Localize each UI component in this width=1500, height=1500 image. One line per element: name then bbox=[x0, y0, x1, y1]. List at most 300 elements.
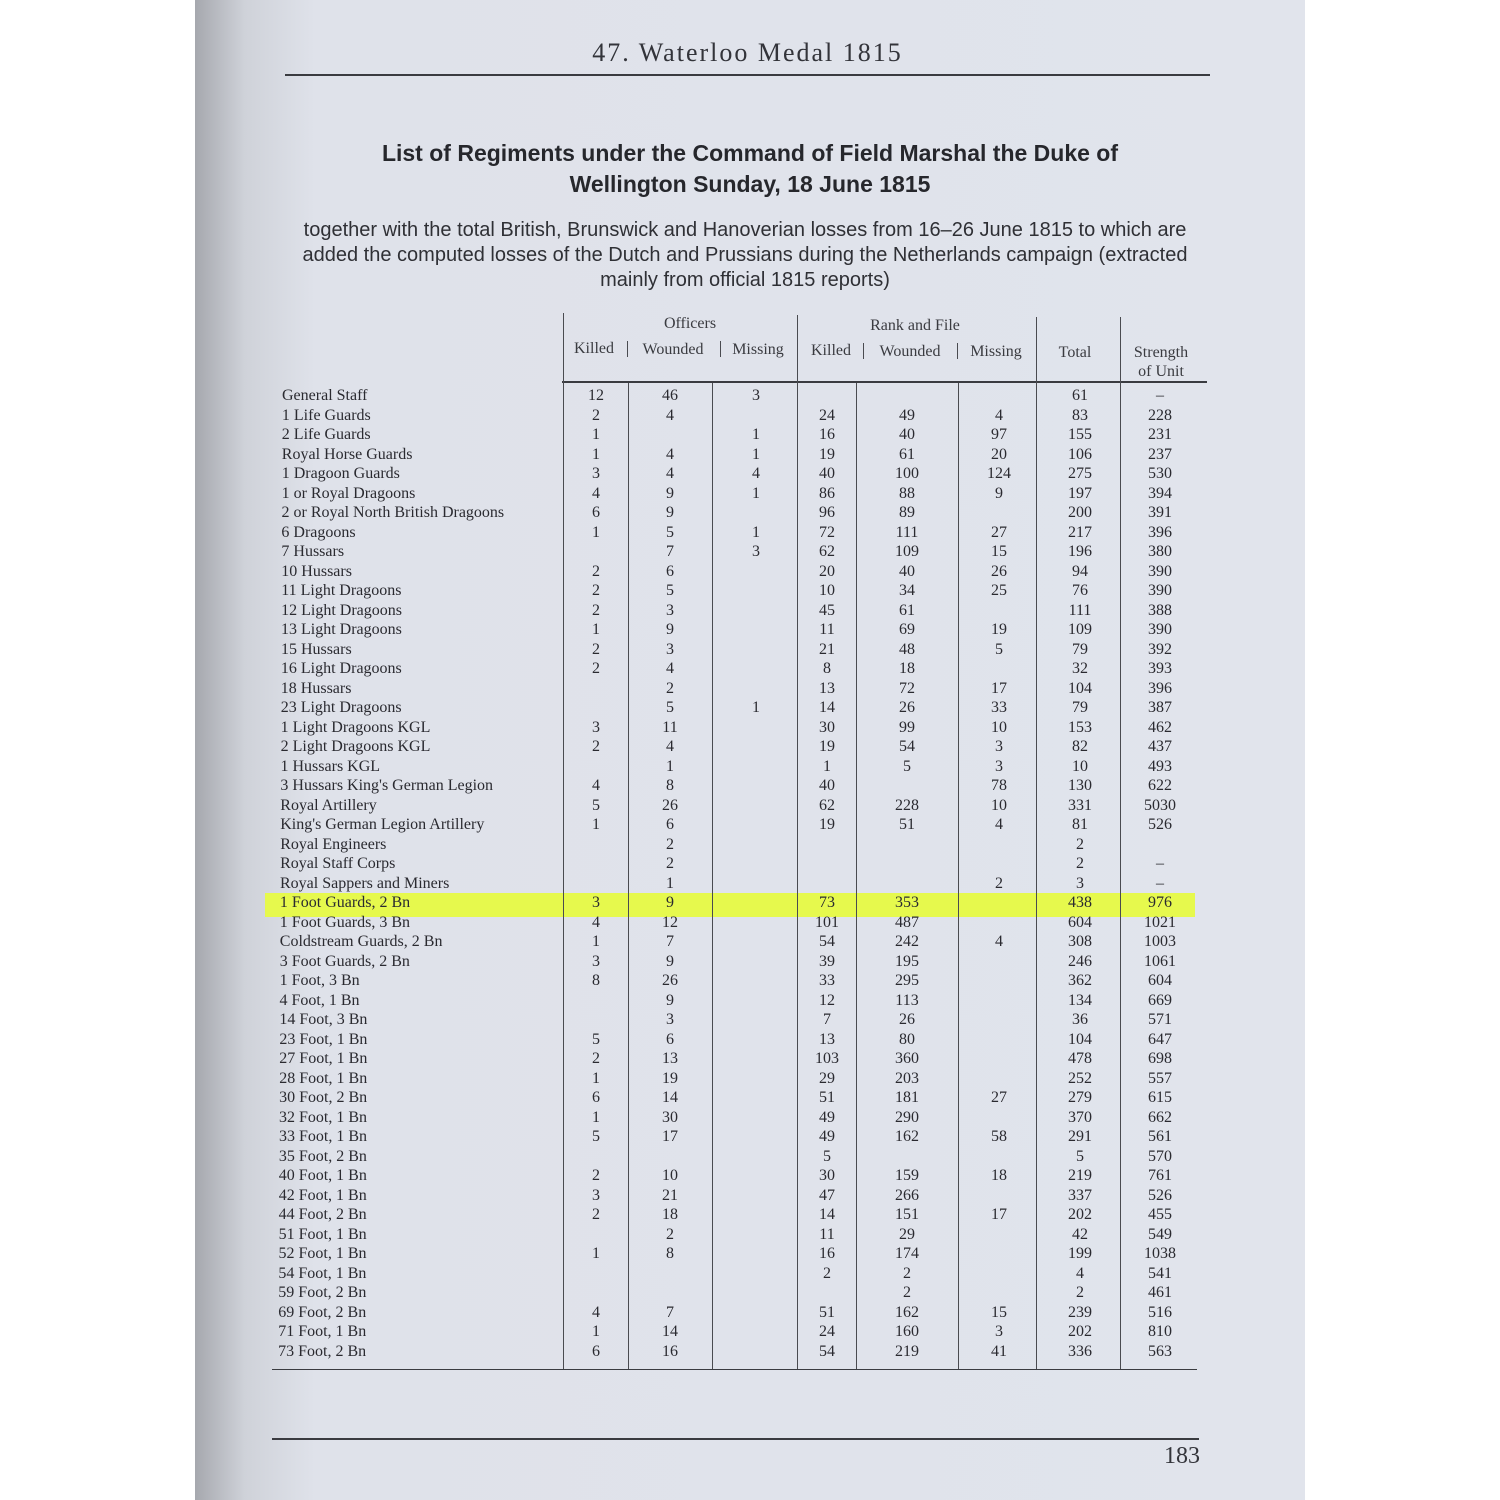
regiment-name: 2 Light Dragoons KGL bbox=[280, 738, 431, 755]
table-row bbox=[0, 1322, 1500, 1342]
strength-cell: 390 bbox=[1148, 562, 1172, 580]
table-row bbox=[0, 640, 1500, 660]
rf-missing-cell: 10 bbox=[991, 718, 1007, 736]
officers-killed-cell: 1 bbox=[592, 933, 600, 950]
strength-cell: – bbox=[1156, 855, 1164, 872]
strength-cell: 557 bbox=[1148, 1069, 1172, 1087]
rf-killed-cell: 21 bbox=[819, 640, 835, 658]
regiment-name: 52 Foot, 1 Bn bbox=[278, 1245, 367, 1262]
rf-missing-cell: 27 bbox=[991, 523, 1007, 541]
strength-cell: 976 bbox=[1148, 894, 1172, 911]
rf-killed-cell: 29 bbox=[819, 1069, 835, 1087]
regiment-name: General Staff bbox=[282, 387, 368, 404]
officers-wounded-cell: 7 bbox=[666, 543, 674, 560]
officers-wounded-cell: 2 bbox=[666, 679, 674, 697]
officers-wounded-cell: 7 bbox=[666, 1303, 674, 1321]
total-cell: 246 bbox=[1068, 952, 1092, 970]
rf-missing-cell: 3 bbox=[995, 738, 1003, 755]
strength-cell: 530 bbox=[1148, 465, 1172, 482]
rf-killed-cell: 11 bbox=[819, 621, 835, 638]
regiment-name: 59 Foot, 2 Bn bbox=[278, 1284, 367, 1301]
rf-killed-cell: 11 bbox=[819, 1225, 835, 1243]
officers-killed-cell: 6 bbox=[592, 1342, 600, 1360]
total-cell: 202 bbox=[1068, 1206, 1092, 1223]
table-row bbox=[0, 932, 1500, 952]
regiment-name: Royal Artillery bbox=[280, 796, 377, 814]
rf-wounded-cell: 162 bbox=[895, 1303, 919, 1321]
regiment-name: 1 Foot Guards, 2 Bn bbox=[279, 894, 411, 911]
rf-killed-cell: 40 bbox=[819, 465, 835, 482]
page-subtitle: together with the total British, Brunswick and Hanoverian losses from 16–26 June 1815 to which are added the computed losses of the Dutch and Prussians during the Netherlands campaign (extracted mainly from official 1815 reports) bbox=[302, 219, 1188, 291]
strength-cell: 455 bbox=[1148, 1206, 1172, 1223]
strength-cell: 669 bbox=[1148, 991, 1172, 1009]
rf-missing-cell: 17 bbox=[991, 679, 1007, 697]
regiment-name: 73 Foot, 2 Bn bbox=[278, 1342, 367, 1360]
officers-wounded-cell: 2 bbox=[666, 1225, 674, 1243]
officers-wounded-cell: 9 bbox=[666, 504, 674, 521]
rf-killed-cell: 40 bbox=[819, 777, 835, 794]
officers-killed-cell: 8 bbox=[592, 972, 600, 989]
rank-and-file-group-header: Rank and File bbox=[870, 317, 960, 334]
rf-missing-cell: 3 bbox=[995, 1323, 1003, 1340]
total-cell: 219 bbox=[1068, 1167, 1092, 1184]
officers-killed-cell: 6 bbox=[592, 504, 600, 521]
strength-cell: 380 bbox=[1148, 543, 1172, 560]
strength-cell: 604 bbox=[1148, 972, 1172, 989]
officers-wounded-cell: 9 bbox=[666, 991, 674, 1009]
table-row bbox=[0, 562, 1500, 582]
table-row bbox=[0, 1205, 1500, 1225]
total-cell: 36 bbox=[1072, 1011, 1088, 1028]
table-row bbox=[0, 1186, 1500, 1206]
officers-wounded-cell: 9 bbox=[666, 952, 674, 970]
strength-header: Strength of Unit bbox=[1133, 344, 1189, 380]
officers-wounded-cell: 10 bbox=[662, 1167, 678, 1184]
rf-killed-cell: 16 bbox=[819, 1245, 835, 1262]
officers-killed-cell: 1 bbox=[592, 1323, 600, 1340]
total-cell: 153 bbox=[1068, 718, 1092, 736]
rf-killed-cell: 96 bbox=[819, 504, 835, 521]
table-row bbox=[0, 796, 1500, 816]
rf-missing-cell: 33 bbox=[991, 699, 1007, 716]
rf-missing-cell: 97 bbox=[991, 426, 1007, 443]
rf-wounded-cell: 151 bbox=[895, 1206, 919, 1223]
regiment-name: 6 Dragoons bbox=[281, 523, 356, 541]
table-row bbox=[0, 1225, 1500, 1245]
rf-wounded-cell: 160 bbox=[895, 1323, 919, 1340]
rf-missing-cell: 124 bbox=[987, 465, 1011, 482]
regiment-name: 33 Foot, 1 Bn bbox=[279, 1128, 368, 1145]
regiment-name: 1 Light Dragoons KGL bbox=[280, 718, 431, 736]
rf-killed-cell: 20 bbox=[819, 562, 835, 580]
regiment-name: 71 Foot, 1 Bn bbox=[278, 1323, 367, 1340]
total-cell: 5 bbox=[1076, 1147, 1084, 1165]
rf-wounded-cell: 295 bbox=[895, 972, 919, 989]
rf-wounded-cell: 162 bbox=[895, 1128, 919, 1145]
rf-missing-cell: 9 bbox=[995, 484, 1003, 502]
rf-wounded-cell: 242 bbox=[895, 933, 919, 950]
strength-cell: 561 bbox=[1148, 1128, 1172, 1145]
rf-wounded-cell: 195 bbox=[895, 952, 919, 970]
rf-killed-cell: 24 bbox=[819, 1323, 835, 1340]
total-header: Total bbox=[1058, 344, 1092, 361]
regiment-name: 28 Foot, 1 Bn bbox=[279, 1069, 368, 1087]
officers-killed-cell: 1 bbox=[592, 621, 600, 638]
rf-missing-cell: 4 bbox=[995, 406, 1003, 424]
regiment-name: 1 Hussars KGL bbox=[280, 757, 381, 775]
table-row bbox=[0, 893, 1500, 913]
rf-killed-cell: 2 bbox=[823, 1264, 831, 1282]
table-row bbox=[0, 815, 1500, 835]
rf-wounded-cell: 174 bbox=[895, 1245, 919, 1262]
regiment-name: 2 Life Guards bbox=[281, 426, 371, 443]
officers-wounded-cell: 26 bbox=[662, 796, 678, 814]
strength-cell: 570 bbox=[1148, 1147, 1172, 1165]
rf-killed-cell: 54 bbox=[819, 1342, 835, 1360]
strength-cell: 1038 bbox=[1144, 1245, 1176, 1262]
table-row bbox=[0, 991, 1500, 1011]
officers-wounded-cell: 3 bbox=[666, 601, 674, 619]
strength-cell: 391 bbox=[1148, 504, 1172, 521]
table-row bbox=[0, 1283, 1500, 1303]
strength-cell: 571 bbox=[1148, 1011, 1172, 1028]
rf-wounded-cell: 219 bbox=[895, 1342, 919, 1360]
strength-cell: 394 bbox=[1148, 484, 1172, 502]
rf-killed-cell: 30 bbox=[819, 718, 835, 736]
total-cell: 83 bbox=[1072, 406, 1088, 424]
table-row bbox=[0, 1342, 1500, 1362]
rf-killed-cell: 14 bbox=[819, 699, 835, 716]
officers-killed-cell: 4 bbox=[592, 777, 600, 794]
officers-wounded-cell: 4 bbox=[666, 465, 674, 482]
rf-wounded-cell: 100 bbox=[895, 465, 919, 482]
regiment-name: 30 Foot, 2 Bn bbox=[279, 1089, 368, 1106]
total-cell: 42 bbox=[1072, 1225, 1088, 1243]
rf-killed-cell: 12 bbox=[819, 991, 835, 1009]
total-cell: 291 bbox=[1068, 1128, 1092, 1145]
rf-wounded-cell: 113 bbox=[895, 991, 919, 1009]
strength-cell: 387 bbox=[1148, 699, 1172, 716]
regiment-name: 42 Foot, 1 Bn bbox=[278, 1186, 367, 1204]
rf-wounded-cell: 72 bbox=[899, 679, 915, 697]
regiment-name: Royal Staff Corps bbox=[280, 855, 396, 872]
rf-wounded-cell: 99 bbox=[899, 718, 915, 736]
officers-killed-cell: 1 bbox=[592, 1108, 600, 1126]
table-row bbox=[0, 952, 1500, 972]
rf-wounded-cell: 40 bbox=[899, 426, 915, 443]
officers-wounded-cell: 7 bbox=[666, 933, 674, 950]
regiment-name: 69 Foot, 2 Bn bbox=[278, 1303, 367, 1321]
regiment-name: 1 or Royal Dragoons bbox=[281, 484, 416, 502]
rf-missing-cell: 17 bbox=[991, 1206, 1007, 1223]
officers-killed-cell: 2 bbox=[592, 582, 600, 599]
rf-wounded-cell: 111 bbox=[895, 523, 919, 541]
rf-wounded-cell: 61 bbox=[899, 445, 915, 463]
table-row bbox=[0, 503, 1500, 523]
officers-wounded-cell: 17 bbox=[662, 1128, 678, 1145]
table-row bbox=[0, 1127, 1500, 1147]
officers-wounded-cell: 30 bbox=[662, 1108, 678, 1126]
total-cell: 199 bbox=[1068, 1245, 1092, 1262]
rf-wounded-cell: 26 bbox=[899, 1011, 915, 1028]
regiment-name: 51 Foot, 1 Bn bbox=[278, 1225, 367, 1243]
strength-cell: – bbox=[1156, 387, 1164, 404]
rf-wounded-cell: 159 bbox=[895, 1167, 919, 1184]
regiment-name: 10 Hussars bbox=[281, 562, 352, 580]
table-row bbox=[0, 757, 1500, 777]
officers-missing-header: Missing bbox=[732, 341, 784, 358]
rf-killed-cell: 19 bbox=[819, 445, 835, 463]
table-row bbox=[0, 679, 1500, 699]
rf-missing-cell: 26 bbox=[991, 562, 1007, 580]
officers-killed-cell: 1 bbox=[592, 445, 600, 463]
rf-wounded-cell: 40 bbox=[899, 562, 915, 580]
officers-group-header: Officers bbox=[663, 315, 717, 332]
total-cell: 279 bbox=[1068, 1089, 1092, 1106]
regiment-name: 23 Light Dragoons bbox=[280, 699, 402, 716]
regiment-name: 4 Foot, 1 Bn bbox=[279, 991, 360, 1009]
rf-killed-cell: 86 bbox=[819, 484, 835, 502]
table-row bbox=[0, 1147, 1500, 1167]
total-cell: 76 bbox=[1072, 582, 1088, 599]
officers-wounded-cell: 14 bbox=[662, 1323, 678, 1340]
table-row bbox=[0, 601, 1500, 621]
table-row bbox=[0, 1088, 1500, 1108]
officers-wounded-cell: 5 bbox=[666, 582, 674, 599]
strength-cell: 810 bbox=[1148, 1323, 1172, 1340]
rf-killed-cell: 7 bbox=[823, 1011, 831, 1028]
strength-cell: 549 bbox=[1148, 1225, 1172, 1243]
officers-killed-cell: 4 bbox=[592, 1303, 600, 1321]
rf-killed-cell: 39 bbox=[819, 952, 835, 970]
strength-cell: 388 bbox=[1148, 601, 1172, 619]
officers-wounded-cell: 2 bbox=[666, 855, 674, 872]
rf-wounded-cell: 290 bbox=[895, 1108, 919, 1126]
regiment-name: 13 Light Dragoons bbox=[281, 621, 402, 638]
rf-killed-cell: 62 bbox=[819, 796, 835, 814]
rf-killed-cell: 24 bbox=[819, 406, 835, 424]
total-cell: 10 bbox=[1072, 757, 1088, 775]
officers-wounded-cell: 46 bbox=[662, 387, 678, 404]
strength-cell: 461 bbox=[1148, 1284, 1172, 1301]
rf-wounded-cell: 5 bbox=[903, 757, 911, 775]
officers-wounded-cell: 4 bbox=[666, 445, 674, 463]
table-row bbox=[0, 698, 1500, 718]
rf-killed-cell: 49 bbox=[819, 1128, 835, 1145]
rf-killed-cell: 72 bbox=[819, 523, 835, 541]
strength-cell: 1021 bbox=[1144, 913, 1176, 931]
total-cell: 130 bbox=[1068, 777, 1092, 794]
rf-killed-cell: 5 bbox=[823, 1147, 831, 1165]
strength-cell: 647 bbox=[1148, 1030, 1172, 1048]
officers-killed-header: Killed bbox=[574, 340, 614, 357]
rf-wounded-cell: 48 bbox=[899, 640, 915, 658]
strength-cell: 662 bbox=[1148, 1108, 1172, 1126]
rf-killed-cell: 62 bbox=[819, 543, 835, 560]
rf-killed-cell: 101 bbox=[815, 913, 839, 931]
table-row bbox=[0, 1166, 1500, 1186]
table-row bbox=[0, 971, 1500, 991]
running-head: 47. Waterloo Medal 1815 bbox=[592, 38, 903, 67]
officers-wounded-cell: 1 bbox=[666, 757, 674, 775]
regiment-name: Coldstream Guards, 2 Bn bbox=[279, 933, 443, 950]
total-cell: 155 bbox=[1068, 426, 1092, 443]
officers-wounded-cell: 12 bbox=[662, 913, 678, 931]
rf-killed-cell: 73 bbox=[819, 894, 835, 911]
table-row bbox=[0, 913, 1500, 933]
table-row bbox=[0, 581, 1500, 601]
officers-killed-cell: 2 bbox=[592, 1206, 600, 1223]
officers-killed-cell: 1 bbox=[592, 816, 600, 833]
total-cell: 196 bbox=[1068, 543, 1092, 560]
rf-missing-cell: 18 bbox=[991, 1167, 1007, 1184]
total-cell: 604 bbox=[1068, 913, 1092, 931]
regiment-name: 27 Foot, 1 Bn bbox=[279, 1050, 368, 1067]
regiment-name: 32 Foot, 1 Bn bbox=[279, 1108, 368, 1126]
strength-cell: 462 bbox=[1148, 718, 1172, 736]
strength-cell: 437 bbox=[1148, 738, 1172, 755]
total-cell: 197 bbox=[1068, 484, 1092, 502]
rf-killed-header: Killed bbox=[811, 342, 851, 359]
header-rule bbox=[285, 74, 1210, 76]
regiment-name: 3 Hussars King's German Legion bbox=[280, 777, 494, 794]
table-row bbox=[0, 464, 1500, 484]
strength-cell: 615 bbox=[1148, 1089, 1172, 1106]
strength-cell: 396 bbox=[1148, 523, 1172, 541]
officers-killed-cell: 5 bbox=[592, 796, 600, 814]
total-cell: 217 bbox=[1068, 523, 1092, 541]
officers-killed-cell: 4 bbox=[592, 913, 600, 931]
officers-missing-cell: 3 bbox=[752, 543, 760, 560]
table-row bbox=[0, 542, 1500, 562]
rf-killed-cell: 19 bbox=[819, 738, 835, 755]
rf-wounded-cell: 51 bbox=[899, 816, 915, 833]
table-row bbox=[0, 874, 1500, 894]
table-row bbox=[0, 835, 1500, 855]
strength-cell: 1003 bbox=[1144, 933, 1176, 950]
total-cell: 106 bbox=[1068, 445, 1092, 463]
regiment-name: 1 Dragoon Guards bbox=[281, 465, 400, 482]
total-cell: 32 bbox=[1072, 660, 1088, 677]
total-cell: 2 bbox=[1076, 835, 1084, 853]
rf-missing-header: Missing bbox=[970, 343, 1022, 360]
officers-wounded-cell: 9 bbox=[666, 894, 674, 911]
rf-wounded-cell: 88 bbox=[899, 484, 915, 502]
regiment-name: Royal Horse Guards bbox=[281, 445, 413, 463]
officers-missing-cell: 4 bbox=[752, 465, 760, 482]
rf-wounded-cell: 34 bbox=[899, 582, 915, 599]
total-cell: 79 bbox=[1072, 640, 1088, 658]
total-cell: 3 bbox=[1076, 874, 1084, 892]
table-row bbox=[0, 1244, 1500, 1264]
officers-killed-cell: 3 bbox=[592, 894, 600, 911]
total-cell: 478 bbox=[1068, 1050, 1092, 1067]
rf-missing-cell: 78 bbox=[991, 777, 1007, 794]
officers-wounded-cell: 9 bbox=[666, 484, 674, 502]
table-row bbox=[0, 484, 1500, 504]
rf-wounded-cell: 18 bbox=[899, 660, 915, 677]
officers-wounded-cell: 4 bbox=[666, 660, 674, 677]
officers-missing-cell: 1 bbox=[752, 523, 760, 541]
officers-wounded-cell: 19 bbox=[662, 1069, 678, 1087]
strength-cell: 228 bbox=[1148, 406, 1172, 424]
officers-killed-cell: 1 bbox=[592, 1069, 600, 1087]
regiment-name: 15 Hussars bbox=[281, 640, 352, 658]
total-cell: 308 bbox=[1068, 933, 1092, 950]
officers-killed-cell: 2 bbox=[592, 601, 600, 619]
total-cell: 362 bbox=[1068, 972, 1092, 989]
rf-killed-cell: 1 bbox=[823, 757, 831, 775]
table-row bbox=[0, 854, 1500, 874]
regiment-name: 16 Light Dragoons bbox=[280, 660, 402, 677]
strength-cell: 761 bbox=[1148, 1167, 1172, 1184]
rf-wounded-cell: 80 bbox=[899, 1030, 915, 1048]
rf-wounded-cell: 61 bbox=[899, 601, 915, 619]
rf-killed-cell: 51 bbox=[819, 1089, 835, 1106]
rf-missing-cell: 41 bbox=[991, 1342, 1007, 1360]
total-cell: 109 bbox=[1068, 621, 1092, 638]
table-row bbox=[0, 445, 1500, 465]
regiment-name: 18 Hussars bbox=[280, 679, 352, 697]
total-cell: 134 bbox=[1068, 991, 1092, 1009]
officers-killed-cell: 2 bbox=[592, 1050, 600, 1067]
officers-wounded-cell: 11 bbox=[662, 718, 678, 736]
rf-killed-cell: 13 bbox=[819, 679, 835, 697]
rf-wounded-cell: 26 bbox=[899, 699, 915, 716]
officers-killed-cell: 2 bbox=[592, 406, 600, 424]
table-row bbox=[0, 1030, 1500, 1050]
rf-wounded-cell: 54 bbox=[899, 738, 915, 755]
rf-missing-cell: 15 bbox=[991, 543, 1007, 560]
strength-cell: 698 bbox=[1148, 1050, 1172, 1067]
total-cell: 370 bbox=[1068, 1108, 1092, 1126]
strength-cell: 390 bbox=[1148, 582, 1172, 599]
rf-wounded-cell: 49 bbox=[899, 406, 915, 424]
total-cell: 2 bbox=[1076, 855, 1084, 872]
rf-wounded-cell: 2 bbox=[903, 1264, 911, 1282]
officers-wounded-cell: 8 bbox=[666, 1245, 674, 1262]
total-cell: 79 bbox=[1072, 699, 1088, 716]
table-row bbox=[0, 1264, 1500, 1284]
table-row bbox=[0, 620, 1500, 640]
officers-killed-cell: 3 bbox=[592, 952, 600, 970]
rf-killed-cell: 10 bbox=[819, 582, 835, 599]
officers-killed-cell: 5 bbox=[592, 1128, 600, 1145]
page-number: 183 bbox=[1164, 1443, 1200, 1469]
officers-killed-cell: 6 bbox=[592, 1089, 600, 1106]
page-title: List of Regiments under the Command of Field Marshal the Duke of Wellington Sunday, 18 June 1815 bbox=[381, 140, 1119, 197]
hdr-sep bbox=[627, 341, 628, 357]
table-row bbox=[0, 1049, 1500, 1069]
officers-wounded-cell: 6 bbox=[666, 1030, 674, 1048]
rf-missing-cell: 2 bbox=[995, 874, 1003, 892]
officers-killed-cell: 2 bbox=[592, 562, 600, 580]
total-cell: 275 bbox=[1068, 465, 1092, 482]
officers-wounded-cell: 8 bbox=[666, 777, 674, 794]
officers-killed-cell: 2 bbox=[592, 640, 600, 658]
header-underline bbox=[562, 381, 1207, 383]
total-cell: 239 bbox=[1068, 1303, 1092, 1321]
total-cell: 81 bbox=[1072, 816, 1088, 833]
total-cell: 61 bbox=[1072, 387, 1088, 404]
officers-wounded-cell: 26 bbox=[662, 972, 678, 989]
officers-wounded-cell: 3 bbox=[666, 640, 674, 658]
table-row bbox=[0, 737, 1500, 757]
rf-missing-cell: 20 bbox=[991, 445, 1007, 463]
regiment-name: King's German Legion Artillery bbox=[280, 816, 485, 833]
footer-rule bbox=[272, 1438, 1199, 1440]
regiment-name: 3 Foot Guards, 2 Bn bbox=[279, 952, 410, 970]
